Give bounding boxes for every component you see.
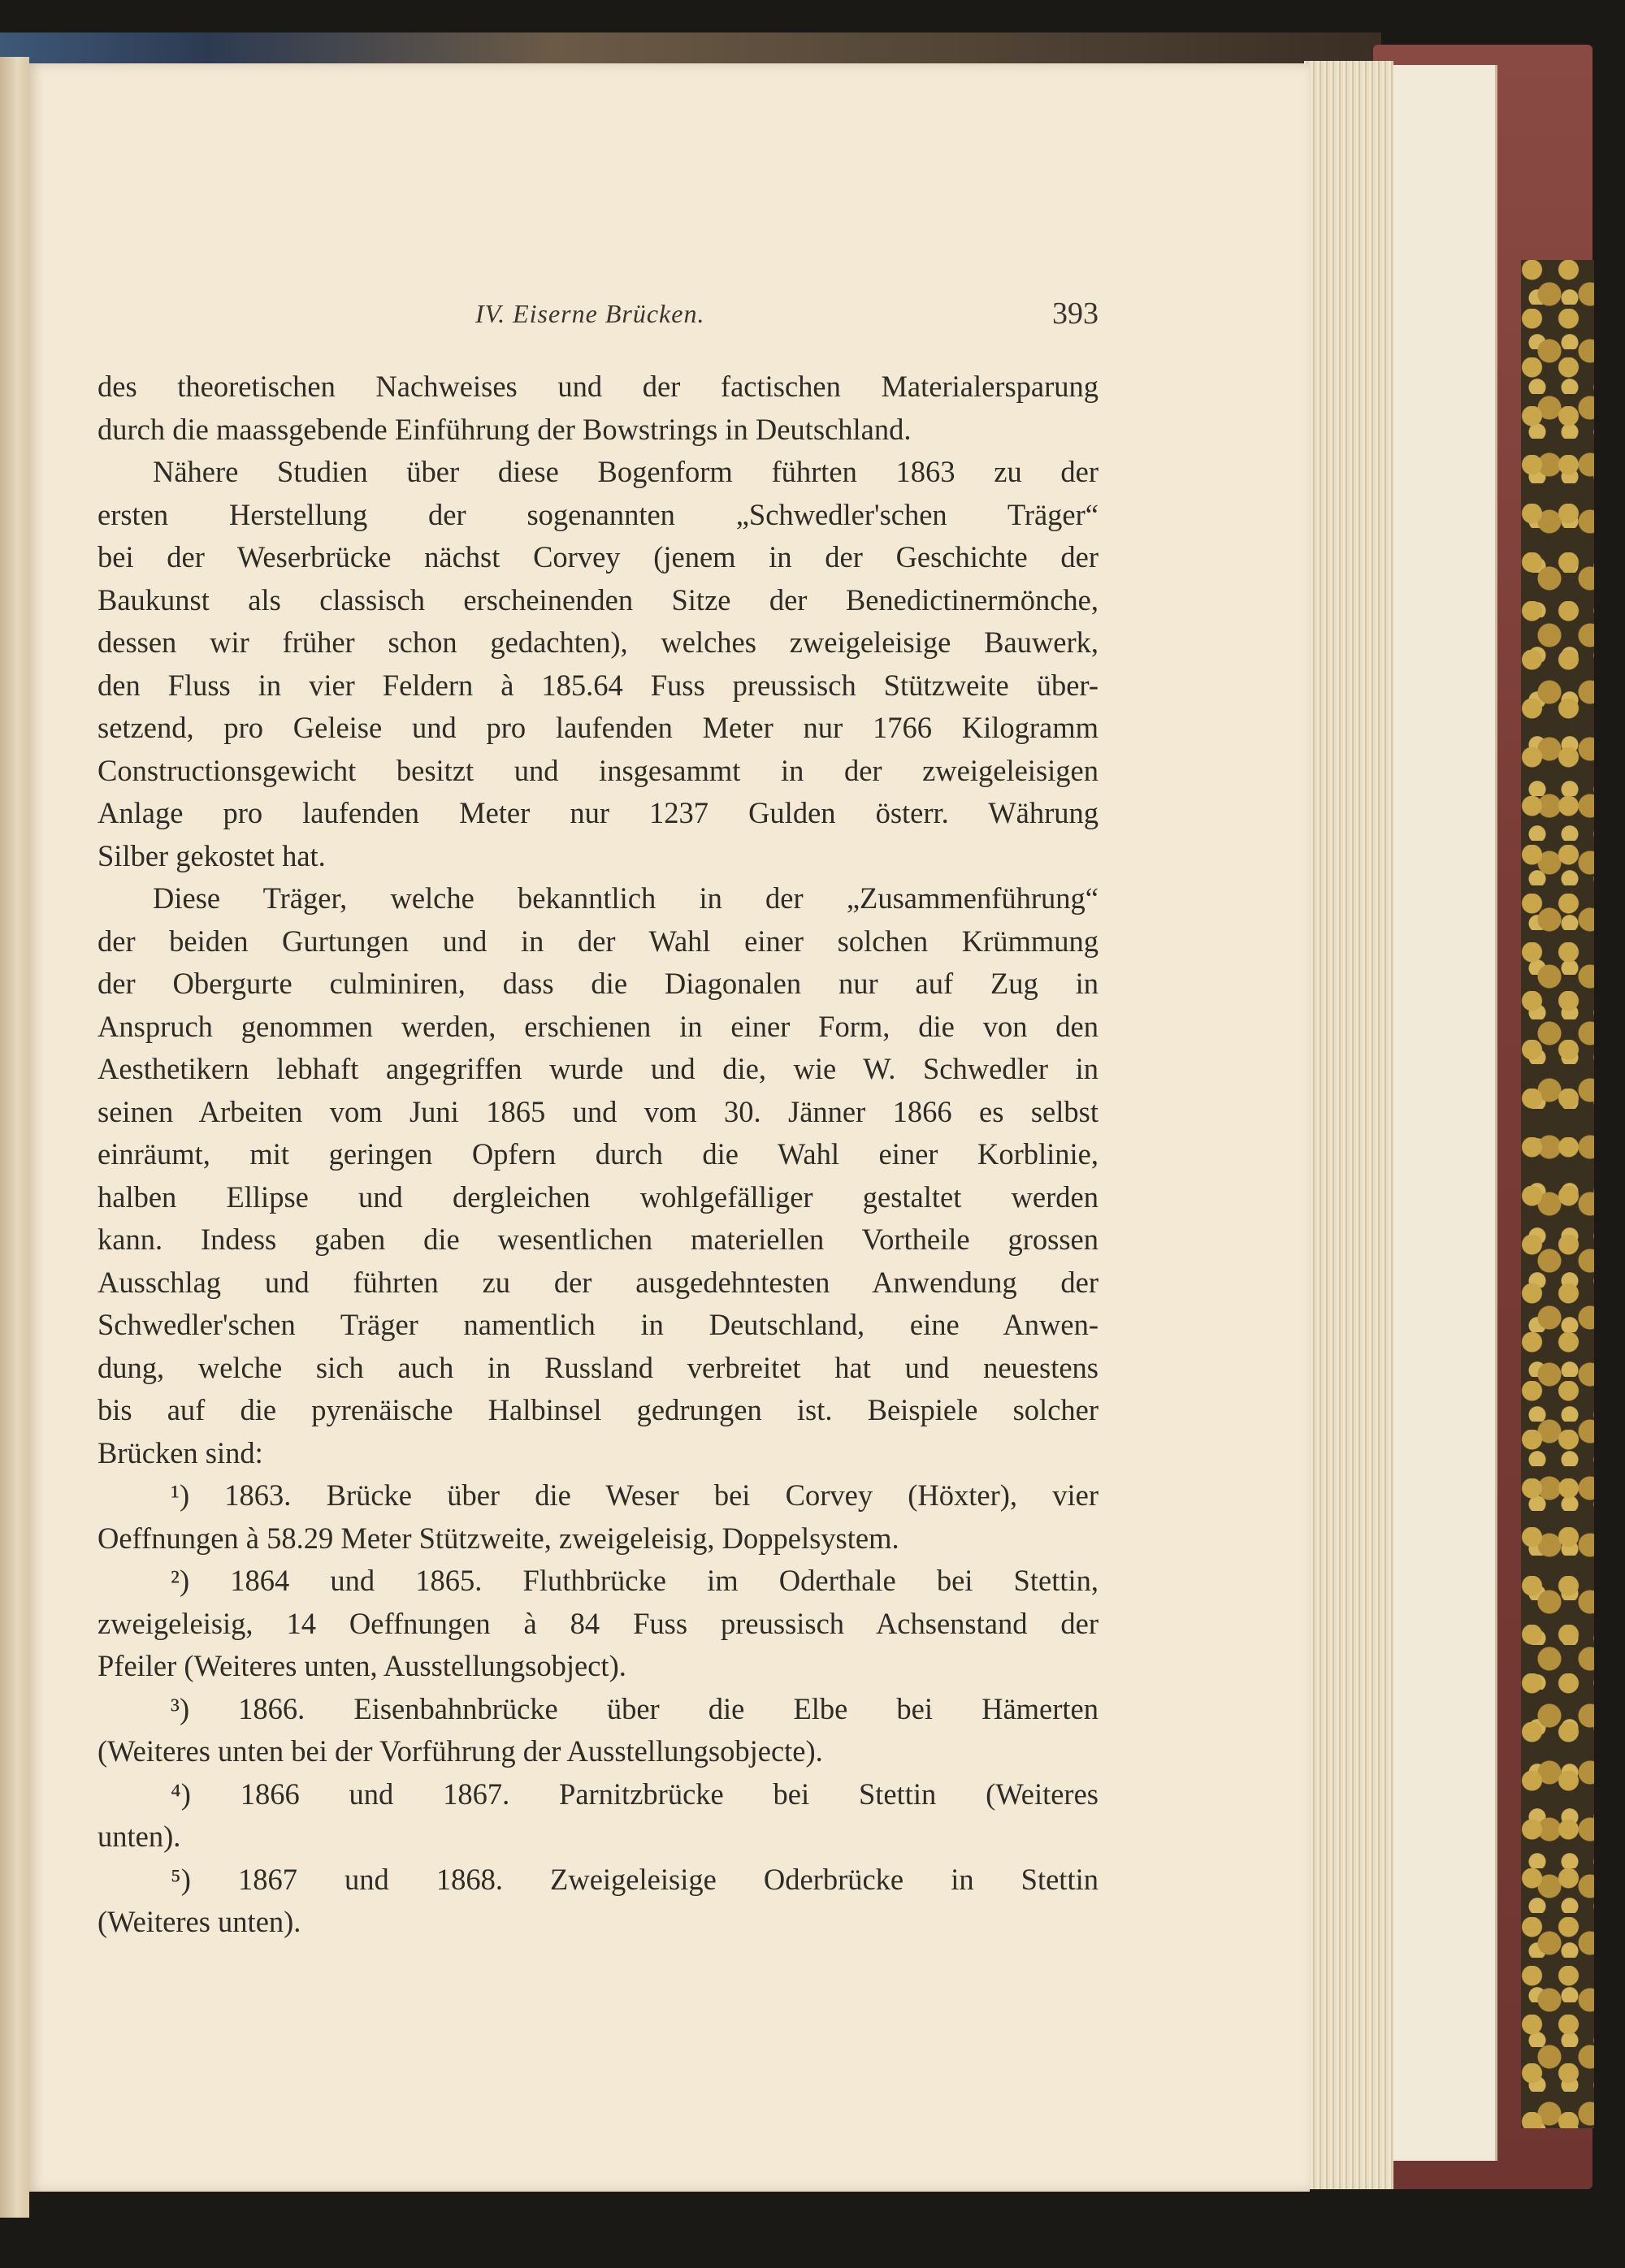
page-header <box>98 296 1098 340</box>
text-line: bei der Weserbrücke nächst Corvey (jenem in der Geschichte der <box>98 540 1098 573</box>
text-line: Aesthetikern lebhaft angegriffen wurde und die, wie W. Schwedler in <box>98 1052 1098 1085</box>
text-line: seinen Arbeiten vom Juni 1865 und vom 30. Jänner 1866 es selbst <box>98 1094 1098 1128</box>
text-line: ⁵) 1867 und 1868. Zweigeleisige Oderbrücke in Stettin <box>171 1862 1098 1896</box>
text-line: dessen wir früher schon gedachten), welches zweigeleisige Bauwerk, <box>98 625 1098 659</box>
text-line: Nähere Studien über diese Bogenform führten 1863 zu der <box>153 455 1098 488</box>
text-line: (Weiteres unten). <box>98 1905 301 1938</box>
text-body <box>98 366 1098 1944</box>
text-line: der Obergurte culminiren, dass die Diagonalen nur auf Zug in <box>98 967 1098 1000</box>
text-line: ersten Herstellung der sogenannten „Schwedler'schen Träger“ <box>98 497 1098 531</box>
running-head: IV. Eiserne Brücken. <box>475 299 705 328</box>
text-line: Anspruch genommen werden, erschienen in einer Form, die von den <box>98 1009 1098 1043</box>
text-line: ⁴) 1866 und 1867. Parnitzbrücke bei Stettin (Weiteres <box>171 1777 1098 1811</box>
text-line: Constructionsgewicht besitzt und insgesammt in der zweigeleisigen <box>98 753 1098 787</box>
text-line: Silber gekostet hat. <box>98 838 326 872</box>
text-line: ³) 1866. Eisenbahnbrücke über die Elbe bei Hämerten <box>171 1691 1098 1725</box>
paragraph-3 <box>98 877 1098 1474</box>
text-line: unten). <box>98 1820 181 1853</box>
text-line: Schwedler'schen Träger namentlich in Deutschland, eine Anwen- <box>98 1308 1098 1341</box>
list-item <box>98 1773 1098 1859</box>
text-line: ²) 1864 und 1865. Fluthbrücke im Oderthale bei Stettin, <box>171 1564 1098 1597</box>
list-item <box>98 1859 1098 1944</box>
text-line: kann. Indess gaben die wesentlichen materiellen Vortheile grossen <box>98 1223 1098 1256</box>
paragraph-2 <box>98 451 1098 877</box>
text-line: Diese Träger, welche bekanntlich in der „Zusammenführung“ <box>153 881 1098 915</box>
text-line: Pfeiler (Weiteres unten, Ausstellungsobject). <box>98 1649 626 1682</box>
text-line: Ausschlag und führten zu der ausgedehntesten Anwendung der <box>98 1265 1098 1299</box>
text-line: einräumt, mit geringen Opfern durch die Wahl einer Korblinie, <box>98 1137 1098 1171</box>
text-line: den Fluss in vier Feldern à 185.64 Fuss preussisch Stützweite über- <box>98 668 1098 702</box>
text-line: durch die maassgebende Einführung der Bowstrings in Deutschland. <box>98 412 912 446</box>
text-line: Oeffnungen à 58.29 Meter Stützweite, zweigeleisig, Doppelsystem. <box>98 1521 899 1555</box>
paragraph-1 <box>98 366 1098 451</box>
text-line: Baukunst als classisch erscheinenden Sitze der Benedictinermönche, <box>98 582 1098 617</box>
text-line: setzend, pro Geleise und pro laufenden Meter nur 1766 Kilogramm <box>98 711 1098 744</box>
list-item <box>98 1560 1098 1688</box>
text-line: dung, welche sich auch in Russland verbreitet hat und neuestens <box>98 1350 1098 1384</box>
text-line: (Weiteres unten bei der Vorführung der Ausstellungsobjecte). <box>98 1734 823 1768</box>
list-item <box>98 1474 1098 1560</box>
page-stack-edge <box>1304 61 1393 2189</box>
text-line: Anlage pro laufenden Meter nur 1237 Gulden österr. Währung <box>98 796 1098 829</box>
text-line: des theoretischen Nachweises und der factischen Materialersparung <box>98 370 1098 403</box>
text-line: halben Ellipse und dergleichen wohlgefälliger gestaltet werden <box>98 1179 1098 1214</box>
text-line: Brücken sind: <box>98 1435 263 1469</box>
left-page-edge <box>0 57 29 2218</box>
text-line: ¹) 1863. Brücke über die Weser bei Corvey (Höxter), vier <box>171 1478 1098 1512</box>
marbled-endpaper <box>1521 260 1594 2128</box>
text-line: der beiden Gurtungen und in der Wahl einer solchen Krümmung <box>98 924 1098 958</box>
page-number: 393 <box>1052 296 1098 331</box>
list-item <box>98 1688 1098 1773</box>
text-line: zweigeleisig, 14 Oeffnungen à 84 Fuss preussisch Achsenstand der <box>98 1606 1098 1640</box>
text-line: bis auf die pyrenäische Halbinsel gedrungen ist. Beispiele solcher <box>98 1393 1098 1426</box>
